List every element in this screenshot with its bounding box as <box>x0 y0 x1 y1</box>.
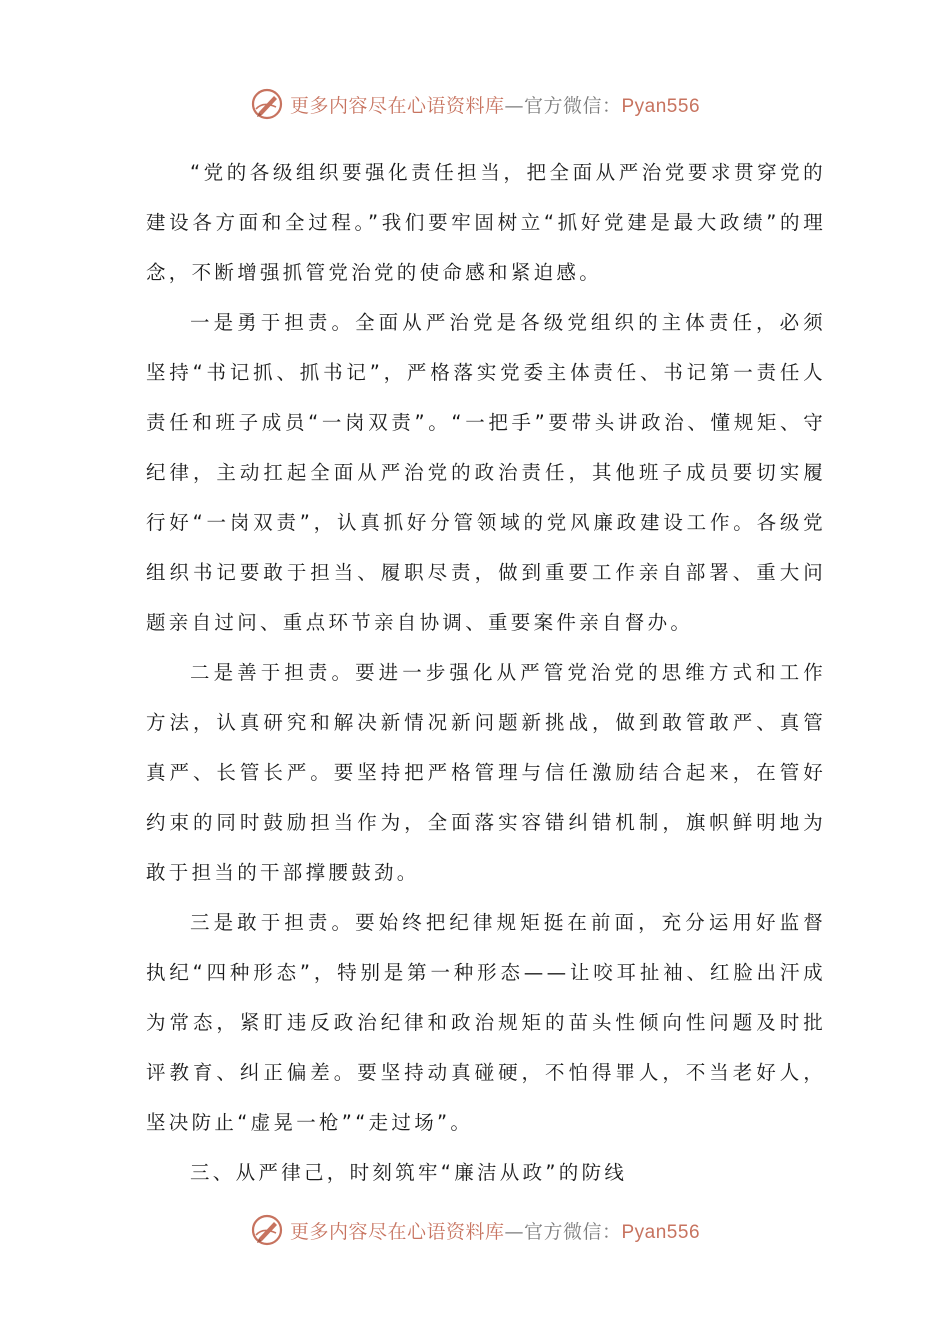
paragraph-point-one: 一是勇于担责。全面从严治党是各级党组织的主体责任，必须坚持“书记抓、抓书记”，严格落实党委主体责任、书记第一责任人责任和班子成员“一岗双责”。“一把手”要带头讲政治、懂规矩、守纪律，主动扛起全面从严治党的政治责任，其他班子成员要切实履行好“一岗双责”，认真抓好分管领域的党风廉政建设工作。各级党组织书记要敢于担当、履职尽责，做到重要工作亲自部署、重大问题亲自过问、重点环节亲自协调、重要案件亲自督办。 <box>146 311 826 634</box>
site-name: 更多内容尽在心语资料库 <box>289 94 505 117</box>
wechat-id: Pyan556 <box>621 1221 701 1243</box>
section-heading: 三、从严律己，时刻筑牢“廉洁从政”的防线 <box>190 1161 628 1184</box>
wechat-label: 官方微信： <box>523 1220 622 1243</box>
footer-banner <box>0 1210 950 1250</box>
banner-caption <box>290 91 700 118</box>
header-banner <box>0 84 950 124</box>
banner-separator: — <box>504 94 524 117</box>
wechat-label: 官方微信： <box>523 94 622 117</box>
banner-caption <box>290 1217 700 1244</box>
document-body <box>146 148 826 1198</box>
banner-separator: — <box>504 1220 524 1243</box>
paragraph-intro: “党的各级组织要强化责任担当，把全面从严治党要求贯穿党的建设各方面和全过程。”我们要牢固树立“抓好党建是最大政绩”的理念，不断增强抓管党治党的使命感和紧迫感。 <box>146 161 826 284</box>
pen-logo-icon <box>250 1213 284 1247</box>
pen-logo-icon <box>250 87 284 121</box>
site-name: 更多内容尽在心语资料库 <box>289 1220 505 1243</box>
paragraph-point-three: 三是敢于担责。要始终把纪律规矩挺在前面，充分运用好监督执纪“四种形态”，特别是第一种形态——让咬耳扯袖、红脸出汗成为常态，紧盯违反政治纪律和政治规矩的苗头性倾向性问题及时批评教育、纠正偏差。要坚持动真碰硬，不怕得罪人，不当老好人，坚决防止“虚晃一枪”“走过场”。 <box>146 911 826 1134</box>
paragraph-point-two: 二是善于担责。要进一步强化从严管党治党的思维方式和工作方法，认真研究和解决新情况新问题新挑战，做到敢管敢严、真管真严、长管长严。要坚持把严格管理与信任激励结合起来，在管好约束的同时鼓励担当作为，全面落实容错纠错机制，旗帜鲜明地为敢于担当的干部撑腰鼓劲。 <box>146 661 826 884</box>
wechat-id: Pyan556 <box>621 95 701 117</box>
